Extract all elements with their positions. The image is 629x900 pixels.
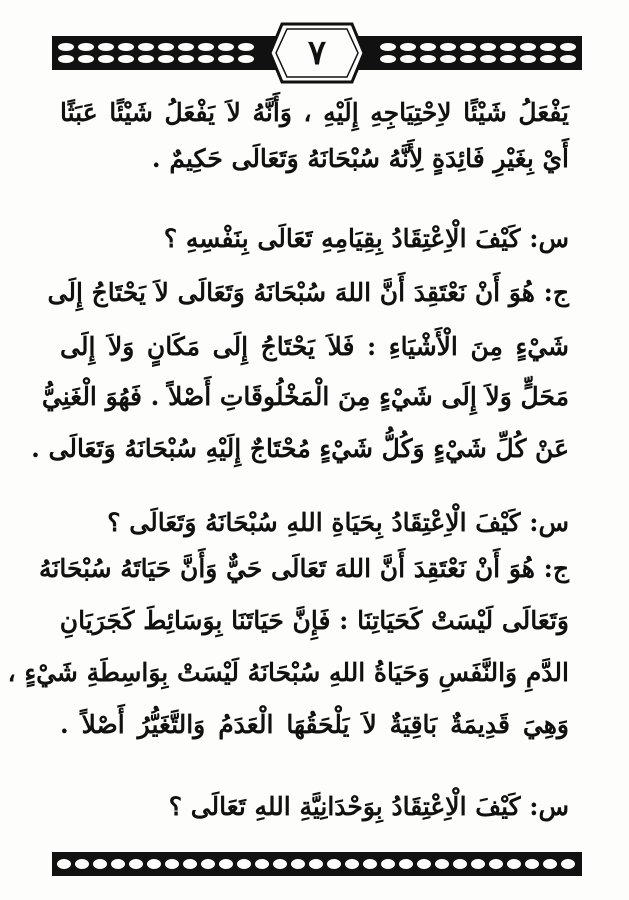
question-line-1: س: كَيْفَ الْاِعْتِقَادُ بِقِيَامِهِ تَعَالَى بِنَفْسِهِ ؟ <box>163 224 569 253</box>
text-line-11: الدَّمِ وَالنَّفَسِ وَحَيَاةُ اللهِ سُبْحَانَهُ لَيْسَتْ بِوَاسِطَةِ شَيْءٍ ، <box>7 658 569 687</box>
text-line-1: يَفْعَلُ شَيْئًا لاِحْتِيَاجِهِ إِلَيْهِ ، وَأَنَّهُ لاَ يَفْعَلُ شَيْئًا عَبَثًا <box>60 98 569 127</box>
text-line-5: شَيْءٍ مِنَ الْأَشْيَاءِ : فَلاَ يَحْتَاجُ إِلَى مَكَانٍ وَلاَ إِلَى <box>60 332 569 361</box>
bottom-ornamental-border <box>52 852 582 876</box>
answer-line-1: ج: هُوَ أَنْ نَعْتَقِدَ أَنَّ اللهَ سُبْحَانَهُ وَتَعَالَى لاَ يَحْتَاجُ إِلَى <box>47 278 569 307</box>
page-number: ٧ <box>307 33 327 73</box>
question-line-2: س: كَيْفَ الْاِعْتِقَادُ بِحَيَاةِ اللهِ سُبْحَانَهُ وَتَعَالَى ؟ <box>107 508 569 537</box>
text-line-10: وَتَعَالَى لَيْسَتْ كَحَيَاتِنَا : فَإِنَّ حَيَاتَنَا بِوَسَائِطَ كَجَرَيَانِ <box>59 606 569 635</box>
text-line-6: مَحَلٍّ وَلاَ إِلَى شَيْءٍ مِنَ الْمَخْلُوقَاتِ أَصْلاً . فَهُوَ الْغَنِيُّ <box>41 382 569 411</box>
answer-line-2: ج: هُوَ أَنْ نَعْتَقِدَ أَنَّ اللهَ تَعَالَى حَيٌّ وَأَنَّ حَيَاتَهُ سُبْحَانَهُ <box>38 554 569 583</box>
border-pattern <box>57 859 575 869</box>
question-line-3: س: كَيْفَ الْاِعْتِقَادُ بِوَحْدَانِيَّةِ اللهِ تَعَالَى ؟ <box>168 792 569 821</box>
text-line-2: أَيْ بِغَيْرِ فَائِدَةٍ لِأَنَّهُ سُبْحَانَهُ وَتَعَالَى حَكِيمٌ . <box>151 144 569 173</box>
text-line-12: وَهِيَ قَدِيمَةٌ بَاقِيَةٌ لاَ يَلْحَقُهَا الْعَدَمُ وَالتَّغَيُّرُ أَصْلاً . <box>60 710 569 739</box>
text-line-7: عَنْ كُلِّ شَيْءٍ وَكُلُّ شَيْءٍ مُحْتَاجٌ إِلَيْهِ سُبْحَانَهُ وَتَعَالَى . <box>31 434 569 463</box>
